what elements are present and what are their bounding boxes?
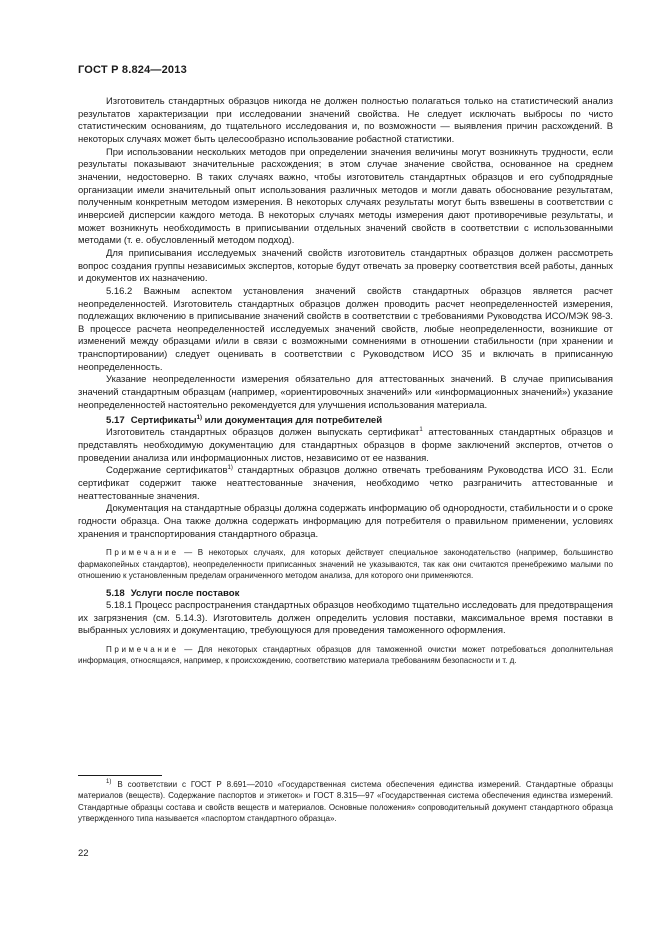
section-number: 5.18 [106, 587, 125, 599]
footnote-mark: 1) [106, 779, 112, 785]
footnote-text: В соответствии с ГОСТ Р 8.691—2010 «Государственная система обеспечения единства измерений. Стандартные образцы материалов (веществ). Содержание паспортов и этикеток» и ГОСТ 8.315—97 «Государственная система обеспечения единства измерений. Стандартные образцы состава и свойств веществ и материалов. Основные положения» сопроводительный документ стандартного образца утвержденного типа называется «паспортом стандартного образца». [78, 780, 613, 824]
document-header: ГОСТ Р 8.824—2013 [78, 64, 187, 76]
footnote [78, 779, 613, 825]
paragraph: Указание неопределенности измерения обязательно для аттестованных значений. В случае приписывания значений стандартным образцам (например, «ориентировочных значений» или «информационных значений») указание неопределенностей настоятельно рекомендуется для улучшения использования материала. [78, 374, 613, 411]
paragraph-text: Содержание сертификатов [106, 465, 228, 477]
note [78, 547, 613, 581]
footnote-ref: 1) [227, 465, 233, 472]
section-title: Услуги после поставок [130, 587, 240, 599]
note-label: Примечание [106, 548, 179, 558]
footnote-ref: 1) [196, 415, 202, 422]
paragraph: При использовании нескольких методов при определении значения величины могут возникнуть трудности, если результаты показывают значительные расхождения; в этом случае значение свойства, основанное на среднем значении, недостоверно. В таких случаях важно, чтобы изготовитель стандартных образцов и его субподрядные организации имели значительный опыт использования различных методов и могли давать обоснование результатам, полученным конкретным методом измерения. В некоторых случаях результаты могут быть взвешены в соответствии с инверсией дисперсии каждого метода. В некоторых случаях методы измерения дают противоречивые результаты, и может возникнуть необходимость в приписывании отдельных значений свойств в соответствии с использованными методами (т. е. обусловленный методом подход). [78, 146, 613, 247]
paragraph: Документация на стандартные образцы должна содержать информацию об однородности, стабильности и о сроке годности образца. Она также должна содержать информацию для потребителя о правильном применении, условиях хранения и транспортирования стандартного образца. [78, 503, 613, 540]
footnote-divider [78, 775, 162, 776]
paragraph: 5.18.1 Процесс распространения стандартных образцов необходимо тщательно исследовать для предотвращения их загрязнения (см. 5.14.3). Изготовитель должен определить условия поставки, максимальное время поставки в выбранных условиях и документацию, требующуюся для проведения таможенного оформления. [78, 599, 613, 637]
page-content [78, 96, 613, 672]
note-text: — Для некоторых стандартных образцов для таможенной очистки может потребоваться дополнительная информация, относящаяся, например, к происхождению, соответствию материала требованиям безопасности и т. д. [78, 644, 613, 666]
paragraph [78, 465, 613, 503]
paragraph-text: Изготовитель стандартных образцов должен выпускать сертификат [106, 427, 420, 439]
note-text: — В некоторых случаях, для которых действует специальное законодательство (например, большинство фармакопейных стандартов), неопределенности приписанных значений не указываются, так как они считаются пренебрежимо малыми по отношению к установленным пределам ограниченного методом анализа, для которого они применяются. [78, 548, 613, 580]
paragraph-text: аттестованных стандартных образцов и представлять необходимую документацию для стандартных образцов в форме заключений экспертов, отчетов о проведении анализа или информационных листов, независимо от ее названия. [78, 427, 613, 464]
paragraph-text: стандартных образцов должно отвечать требованиям Руководства ИСО 31. Если сертификат содержит также неаттестованные значения, необходимо четко разграничить аттестованные и неаттестованные значения. [78, 465, 613, 502]
paragraph: Изготовитель стандартных образцов никогда не должен полностью полагаться только на статистический анализ результатов характеризации при исследовании значений свойства. Не следует исключать выбросы по чисто статистическим основаниям, до тщательного исследования и, по возможности — выявления причин расхождений. В некоторых случаях может быть целесообразно использование робастной статистики. [78, 96, 613, 145]
note-label: Примечание [106, 644, 179, 654]
section-heading-5-18 [78, 587, 613, 600]
section-number: 5.17 [106, 415, 125, 427]
paragraph: 5.16.2 Важным аспектом установления значений свойств стандартных образцов является расчет неопределенностей. Изготовитель стандартных образцов должен проводить расчет неопределенностей измерения, подлежащих включению в приписывание значений свойств в соответствии с требованиями Руководства ИСО/МЭК 98-3. В процессе расчета неопределенностей исследуемых значений свойств, любые неопределенности, возникшие от изменений между образцами и/или в связи с возможными сомнениями в отношении стабильности (при хранении и транспортировании) следует оценивать в соответствии с Руководством ИСО 35 и включать в приписанную неопределенность. [78, 285, 613, 373]
paragraph: Для приписывания исследуемых значений свойств изготовитель стандартных образцов должен рассмотреть вопрос создания группы независимых экспертов, которые будут отвечать за проверку соответствия всей работы, данных и документов их назначению. [78, 247, 613, 285]
note [78, 644, 613, 666]
paragraph [78, 427, 613, 465]
section-title-rest: или документация для потребителей [201, 415, 383, 427]
page-number: 22 [78, 848, 89, 859]
footnote-ref: 1 [419, 427, 423, 434]
section-heading-5-17 [78, 414, 613, 427]
section-title: Сертификаты [130, 415, 197, 427]
